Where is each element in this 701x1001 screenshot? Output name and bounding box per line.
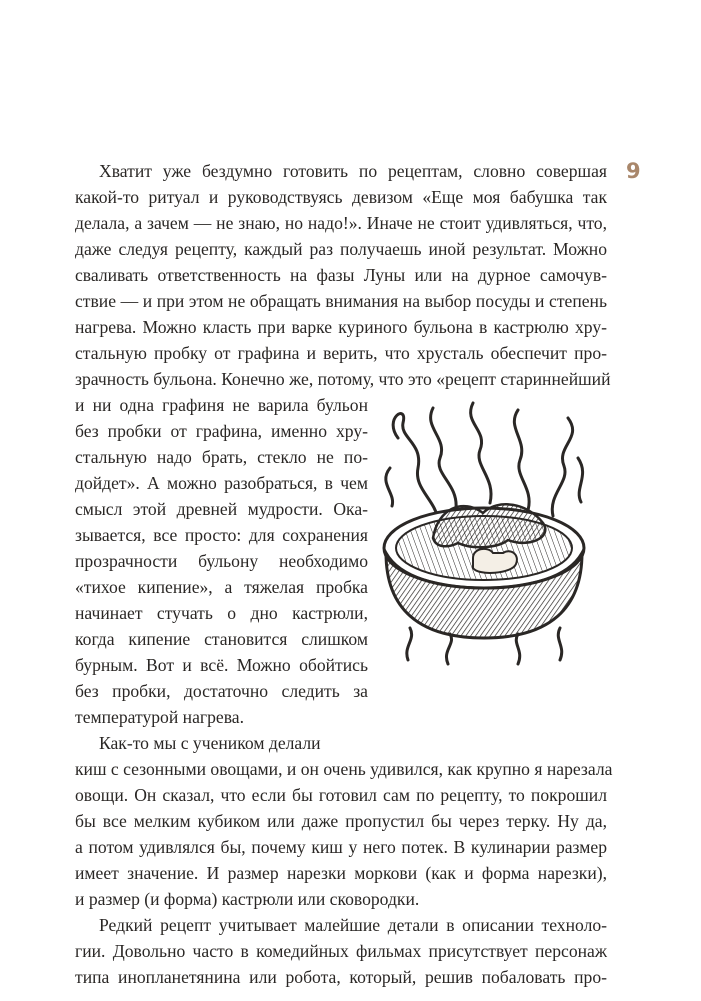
text-line: стальную пробку от графина и верить, что хрусталь обеспечит про- xyxy=(75,343,607,363)
text-line: Хватит уже бездумно готовить по рецептам, словно совершая xyxy=(99,161,607,181)
text-line: Как-то мы с учеником делали xyxy=(99,733,321,753)
text-line: имеет значение. И размер нарезки моркови (как и форма нарезки), xyxy=(75,863,607,883)
text-line: дойдет». А можно разобраться, в чем xyxy=(75,473,368,493)
text-line: даже следуя рецепту, каждый раз получаешь иной результат. Можно xyxy=(75,239,607,259)
text-line: ствие — и при этом не обращать внимания на выбор посуды и степень xyxy=(75,291,607,311)
text-line: какой-то ритуал и руководствуясь девизом «Еще моя бабушка так xyxy=(75,187,607,207)
pot-illustration xyxy=(378,398,590,666)
text-line: зрачность бульона. Конечно же, потому, что это «рецепт стариннейший xyxy=(75,369,611,389)
text-line: бы все мелким кубиком или даже пропустил бы через терку. Ну да, xyxy=(75,811,607,831)
text-line: делала, а зачем — не знаю, но надо!». Иначе не стоит удивляться, что, xyxy=(75,213,607,233)
text-line: стальную надо брать, стекло не по- xyxy=(75,447,368,467)
text-line: нагрева. Можно класть при варке куриного бульона в кастрюлю хру- xyxy=(75,317,607,337)
text-line: киш с сезонными овощами, и он очень удивился, как крупно я нарезала xyxy=(75,759,613,779)
text-line: и размер (и форма) кастрюли или сковородки. xyxy=(75,889,420,909)
text-line: бурным. Вот и всё. Можно обойтись xyxy=(75,655,368,675)
text-line: гии. Довольно часто в комедийных фильмах присутствует персонаж xyxy=(75,941,607,961)
text-line: когда кипение становится слишком xyxy=(75,629,368,649)
text-line: а потом удивлялся бы, почему киш у него потек. В кулинарии размер xyxy=(75,837,607,857)
text-line: прозрачности бульону необходимо xyxy=(75,551,368,571)
text-line: начинает стучать о дно кастрюли, xyxy=(75,603,368,623)
text-line: типа инопланетянина или робота, который, решив побаловать про- xyxy=(75,967,607,987)
text-line: «тихое кипение», а тяжелая пробка xyxy=(75,577,368,597)
text-line: зывается, все просто: для сохранения xyxy=(75,525,368,545)
text-line: и ни одна графиня не варила бульон xyxy=(75,395,368,415)
text-line: сваливать ответственность на фазы Луны или на дурное самочув- xyxy=(75,265,607,285)
text-line: без пробки от графина, именно хру- xyxy=(75,421,368,441)
page-number: 9 xyxy=(626,159,641,183)
text-line: смысл этой древней мудрости. Ока- xyxy=(75,499,368,519)
text-line: овощи. Он сказал, что если бы готовил сам по рецепту, то покрошил xyxy=(75,785,607,805)
text-line: без пробки, достаточно следить за xyxy=(75,681,368,701)
text-line: температурой нагрева. xyxy=(75,707,244,727)
text-line: Редкий рецепт учитывает малейшие детали в описании техноло- xyxy=(99,915,607,935)
